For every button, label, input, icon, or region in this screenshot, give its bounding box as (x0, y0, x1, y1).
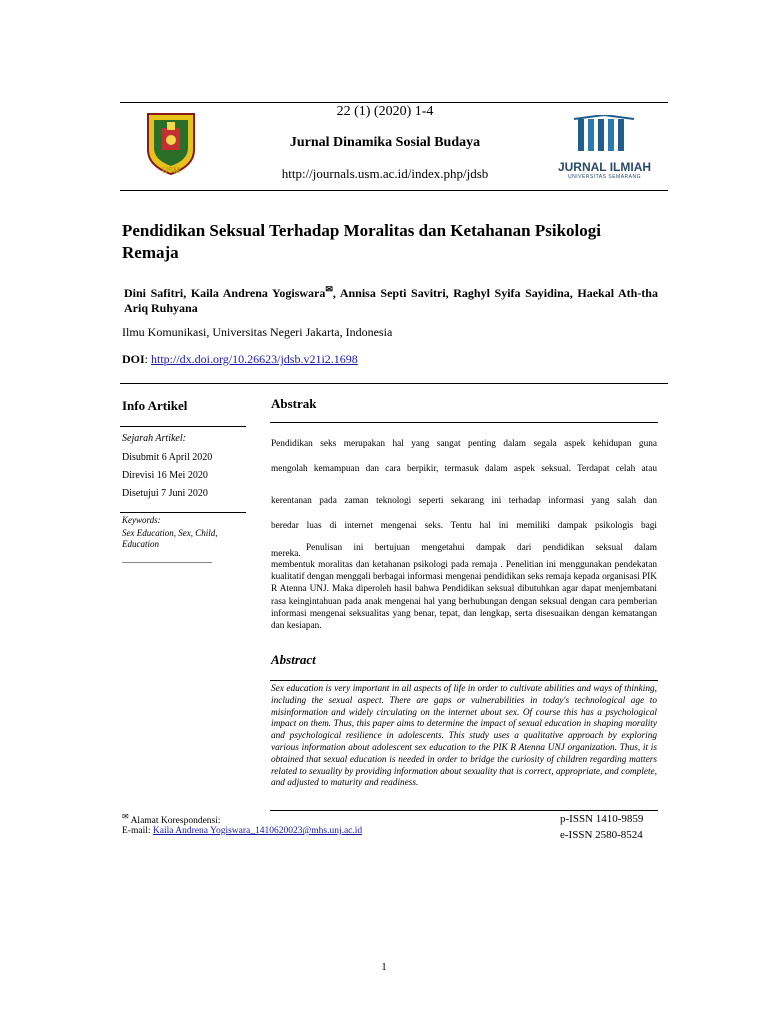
abstrak-line-1: Pendidikan seks merupakan hal yang sangat penting dalam segala aspek kehidupan guna (271, 439, 657, 449)
abstrak-line-5b: Penulisan ini bertujuan mengetahui dampak dari pendidikan seksual dalam (306, 543, 657, 553)
usm-logo-text: USM (162, 166, 180, 175)
abstrak-line-5a: mereka. (271, 549, 301, 559)
email-label: E-mail: (122, 826, 151, 836)
abstrak-line-3: kerentanan pada zaman teknologi seperti sekarang ini terhadap informasi yang salah dan (271, 496, 657, 506)
pissn: p-ISSN 1410-9859 (560, 813, 644, 825)
abstract-heading: Abstract (271, 652, 316, 667)
email-line (122, 826, 362, 836)
jurnal-ilmiah-logo (552, 115, 657, 180)
authors-rest: , Annisa Septi Savitri, Raghyl Syifa Sayidina, Haekal Ath-tha Ariq Ruhyana (124, 286, 658, 315)
journal-name: Jurnal Dinamika Sosial Budaya (289, 135, 481, 150)
email-link[interactable]: Kaila Andrena Yogiswara_1410620023@mhs.unj.ac.id (152, 826, 363, 836)
paper-title: Pendidikan Seksual Terhadap Moralitas dan Ketahanan Psikologi Remaja (122, 221, 601, 262)
abstrak-body: membentuk moralitas dan ketahanan psikologi pada remaja . Penelitian ini menggunakan pendekatan kualitatif dengan menggali berbagai informasi mengenai pendidikan seks remaja kepada organisasi PIK R Atenna UNJ. Maka diperoleh hasil bahwa Pendidikan seksual dibutuhkan agar dapat menjembatani rasa keingintahuan pada anak mengenai hal yang berhubungan dengan seksual dengan cara pemberian informasi mengenai seksualitas yang benar, tepat, dan lengkap, serta disesuaikan dengan kematangan dan kesiapan. (271, 560, 657, 632)
page-number: 1 (381, 961, 387, 973)
correspondence-line (122, 812, 221, 826)
journal-volume: 22 (1) (2020) 1-4 (336, 104, 434, 119)
header-top-rule (120, 102, 668, 103)
keywords-label: Keywords: (122, 515, 161, 525)
info-rule-1 (120, 426, 246, 427)
revised-date: Direvisi 16 Mei 2020 (122, 470, 208, 481)
doi-link[interactable]: http://dx.doi.org/10.26623/jdsb.v21i2.1698 (151, 352, 358, 366)
authors-main: Dini Safitri, Kaila Andrena Yogiswara (124, 286, 326, 300)
correspondence-label: Alamat Korespondensi: (130, 816, 221, 827)
abstract-bottom-rule (270, 810, 658, 811)
info-rule-2 (120, 512, 246, 513)
jurnal-ilmiah-sub: UNIVERSITAS SEMARANG (568, 174, 641, 180)
accepted-date: Disetujui 7 Juni 2020 (122, 488, 208, 499)
section-rule (120, 383, 668, 384)
jurnal-ilmiah-title: JURNAL ILMIAH (557, 160, 652, 174)
keywords-underscore: ____________________ (122, 554, 212, 564)
history-label: Sejarah Artikel: (122, 433, 186, 444)
abstrak-line-2: mengolah kemampuan dan cara berpikir, termasuk dalam aspek seksual. Terdapat celah atau (271, 464, 657, 474)
authors (124, 282, 658, 316)
usm-logo (140, 110, 202, 178)
book-columns-icon (552, 115, 657, 155)
abstrak-rule (270, 422, 658, 423)
submitted-date: Disubmit 6 April 2020 (122, 452, 213, 463)
journal-url[interactable]: http://journals.usm.ac.id/index.php/jdsb (281, 166, 489, 181)
envelope-icon: ✉ (325, 284, 333, 294)
abstract-body: Sex education is very important in all aspects of life in order to cultivate abilities and ways of thinking, including the sexual aspect. There are gaps or vulnerabilities in today's technological age to misinformation and widely circulating on the internet about sex. Of course this has a psychological impact on them. Thus, this paper aims to determine the impact of sexual education in shaping morality and psychological resilience in adolescents. This study uses a qualitative approach by exploring various information about adolescent sex education to the PIK R Atenna UNJ organization. Thus, it is obtained that sexual education is needed in order to bridge the curiosity of children regarding matters related to sexuality by providing information about sexuality that is correct, appropriate, and complete, and adjusted to maturity and readiness. (271, 684, 657, 789)
info-heading: Info Artikel (122, 398, 188, 413)
abstrak-line-4: beredar luas di internet mengenai seks. Tentu hal ini memiliki dampak psikologis bagi (271, 521, 657, 531)
doi-line: DOI: http://dx.doi.org/10.26623/jdsb.v21i2.1698 (122, 352, 358, 366)
doi-label: DOI (122, 352, 145, 366)
abstract-rule (270, 680, 658, 681)
envelope-icon: ✉ (122, 812, 129, 821)
abstrak-heading: Abstrak (271, 396, 317, 411)
keywords: Sex Education, Sex, Child, Education (122, 528, 218, 549)
affiliation: Ilmu Komunikasi, Universitas Negeri Jakarta, Indonesia (122, 325, 393, 339)
eissn: e-ISSN 2580-8524 (560, 829, 643, 841)
header-bottom-rule (120, 190, 668, 191)
